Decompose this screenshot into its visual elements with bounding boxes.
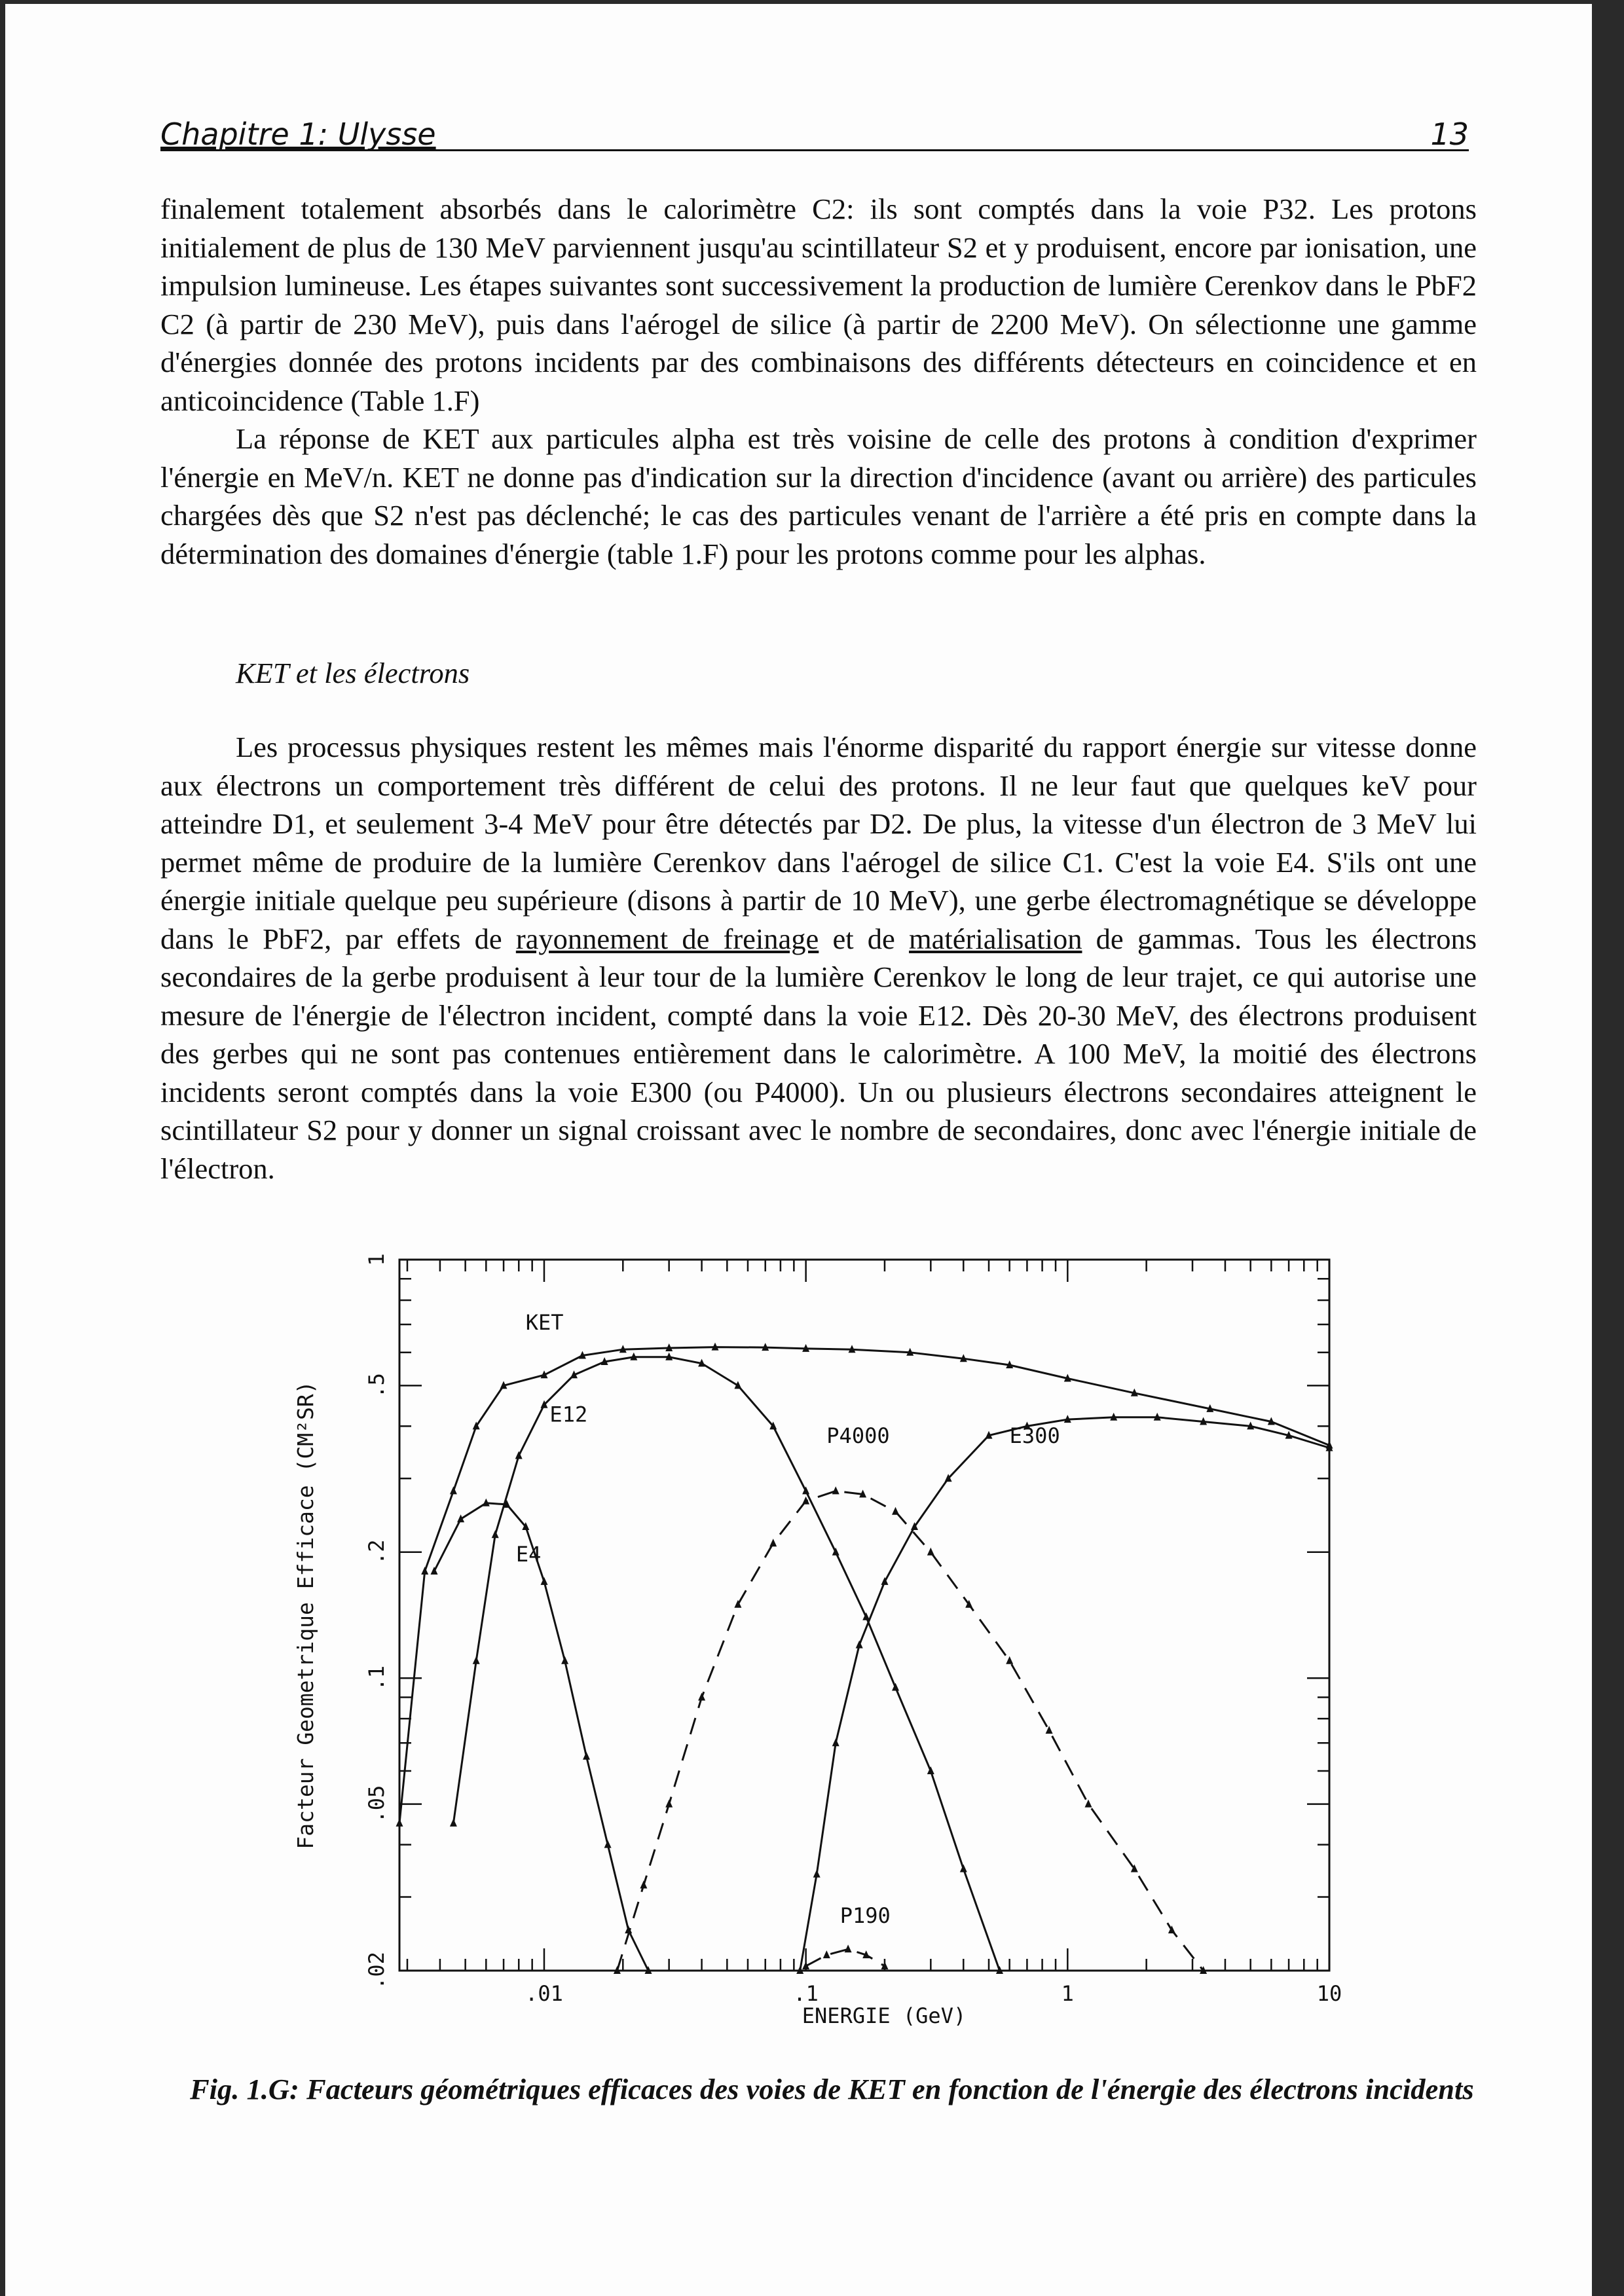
paragraph-3-part-c: de gammas. Tous les électrons secondaires de la gerbe produisent à leur tour de la lumière Cerenkov le long de leur trajet, ce qui autorise une mesure de l'énergie de l'électron incident, compté dans la voie E12. Dès 20-30 MeV, des électrons produisent des gerbes qui ne sont pas contenues entièrement dans le calorimètre. A 100 MeV, la moitié des électrons incidents seront comptés dans la voie E300 (ou P4000). Un ou plusieurs électrons secondaires atteignent le scintillateur S2 pour y donner un signal croissant avec le nombre de secondaires, donc avec l'énergie initiale de l'électron. (160, 922, 1477, 1185)
data-point-p4000 (1006, 1656, 1013, 1664)
series-line-ket (399, 1347, 1329, 1823)
data-point-p190 (845, 1944, 852, 1952)
series-label-e12: E12 (549, 1402, 588, 1427)
data-point-ket (421, 1567, 428, 1575)
x-tick-label: .1 (793, 1981, 819, 2006)
series-label-e4: E4 (515, 1542, 542, 1567)
paragraph-3-part-b: et de (832, 922, 895, 955)
data-point-e4 (561, 1656, 568, 1664)
paragraph-2: La réponse de KET aux particules alpha est très voisine de celle des protons à condition d'exprimer l'énergie en MeV/n. KET ne donne pas d'indication sur la direction d'incidence (avant ou arrière) des particules chargées dès que S2 n'est pas déclenché; le cas des particules venant de l'arrière a été pris en compte dans la détermination des domaines d'énergie (table 1.F) pour les protons comme pour les alphas. (160, 422, 1477, 570)
series-line-e12 (453, 1357, 999, 1971)
x-tick-label: 1 (1061, 1981, 1074, 2006)
y-tick-label: .05 (364, 1785, 389, 1823)
series-line-p4000 (617, 1491, 1203, 1971)
data-point-p190 (823, 1950, 830, 1958)
body-text-bottom (160, 728, 1477, 1188)
body-text-top (160, 190, 1477, 573)
figure-caption: Fig. 1.G: Facteurs géométriques efficaces des voies de KET en fonction de l'énergie des électrons incidents (190, 2073, 1474, 2105)
paragraph-3 (160, 728, 1477, 1188)
data-point-ket (396, 1819, 403, 1827)
data-point-p4000 (892, 1507, 899, 1515)
x-tick-label: 10 (1316, 1981, 1342, 2006)
page-number: 13 (1430, 117, 1469, 152)
series-label-p190: P190 (840, 1903, 891, 1929)
underlined-term-1: rayonnement de freinage (515, 922, 819, 955)
subheading: KET et les électrons (236, 657, 470, 689)
data-point-e12 (927, 1766, 934, 1774)
chapter-title: Chapitre 1: Ulysse (160, 117, 436, 152)
page-header (160, 113, 1469, 151)
efficiency-chart (268, 1244, 1382, 2049)
data-point-e12 (450, 1819, 457, 1827)
data-point-ket (450, 1486, 457, 1494)
data-point-e4 (604, 1840, 612, 1848)
data-point-p4000 (698, 1693, 705, 1701)
data-point-e300 (856, 1641, 863, 1649)
data-point-p4000 (640, 1881, 647, 1889)
data-point-e12 (960, 1865, 967, 1872)
y-tick-label: .2 (364, 1539, 389, 1565)
series-label-p4000: P4000 (826, 1423, 890, 1448)
data-point-p4000 (927, 1548, 934, 1556)
data-point-e12 (892, 1683, 899, 1691)
data-point-e4 (583, 1752, 590, 1760)
data-point-e4 (541, 1577, 548, 1585)
y-tick-label: .02 (364, 1952, 389, 1990)
series-line-e300 (800, 1417, 1329, 1971)
x-axis-label: ENERGIE (GeV) (802, 2003, 967, 2028)
y-tick-label: 1 (364, 1253, 389, 1266)
data-point-p4000 (1085, 1800, 1092, 1808)
data-point-p4000 (665, 1800, 673, 1808)
y-axis-label: Facteur Geometrique Efficace (CM²SR) (293, 1381, 318, 1850)
data-point-e300 (832, 1738, 840, 1746)
series-label-e300: E300 (1009, 1423, 1060, 1448)
data-point-e300 (813, 1870, 821, 1878)
data-point-p4000 (769, 1539, 777, 1546)
y-tick-label: .5 (364, 1373, 389, 1398)
x-tick-label: .01 (525, 1981, 563, 2006)
data-point-e12 (492, 1530, 499, 1538)
data-point-p4000 (832, 1486, 840, 1494)
series-label-ket: KET (525, 1310, 564, 1336)
underlined-term-2: matérialisation (909, 922, 1082, 955)
paragraph-1: finalement totalement absorbés dans le calorimètre C2: ils sont comptés dans la voie P32. Les protons initialement de plus de 130 MeV parviennent jusqu'au scintillateur S2 et y produisent, encore par ionisation, une impulsion lumineuse. Les étapes suivantes sont successivement la production de lumière Cerenkov dans le PbF2 C2 (à partir de 230 MeV), puis dans l'aérogel de silice (à partir de 2200 MeV). On sélectionne une gamme d'énergies donnée des protons incidents par des combinaisons des différents détecteurs en coincidence et en anticoincidence (Table 1.F) (160, 192, 1477, 417)
data-point-e12 (473, 1656, 480, 1664)
y-tick-label: .1 (364, 1665, 389, 1691)
paragraph-3-part-a: Les processus physiques restent les mêmes mais l'énorme disparité du rapport énergie sur vitesse donne aux électrons un comportement très différent de celui des protons. Il ne leur faut que quelques keV pour atteindre D1, et seulement 3-4 MeV pour être détectés par D2. De plus, la vitesse d'un électron de 3 MeV lui permet même de produire de la lumière Cerenkov dans l'aérogel de silice C1. C'est la voie E4. S'ils ont une énergie initiale quelque peu supérieure (disons à partir de 10 MeV), une gerbe électromagnétique se développe dans le PbF2, par effets de (160, 731, 1477, 955)
